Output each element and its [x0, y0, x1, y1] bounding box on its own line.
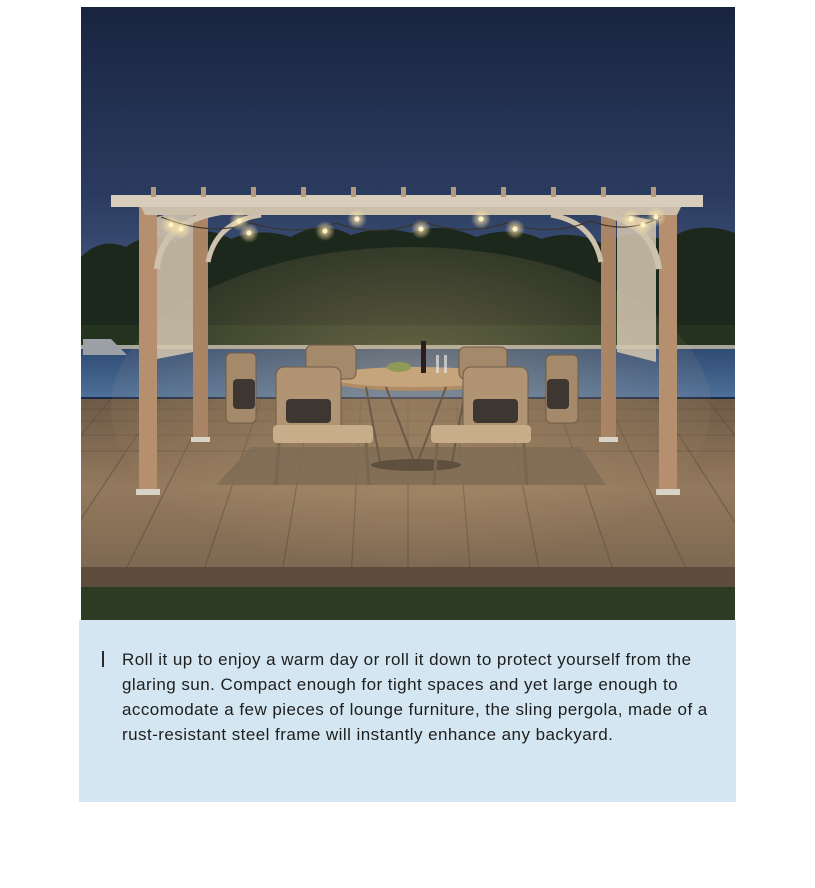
right-shade-panel	[617, 213, 656, 362]
post-back-left	[193, 215, 208, 441]
caption-text: Roll it up to enjoy a warm day or roll it down to protect yourself from the glaring sun. Compact enough for tight spaces and yet large enough to accomodate a few pieces of lounge furniture, the sling pergola, made of a rust-resistant steel frame will instantly enhance any backyard.	[122, 650, 708, 744]
caption-panel	[79, 620, 736, 802]
caption-accent-bar	[102, 651, 104, 667]
lawn	[81, 587, 735, 620]
product-photo	[81, 7, 735, 620]
post-front-left	[139, 205, 157, 493]
post-back-right	[601, 215, 616, 441]
pergola-top-beam	[111, 195, 703, 207]
pergola-scene-image	[81, 7, 735, 620]
post-front-right	[659, 205, 677, 493]
